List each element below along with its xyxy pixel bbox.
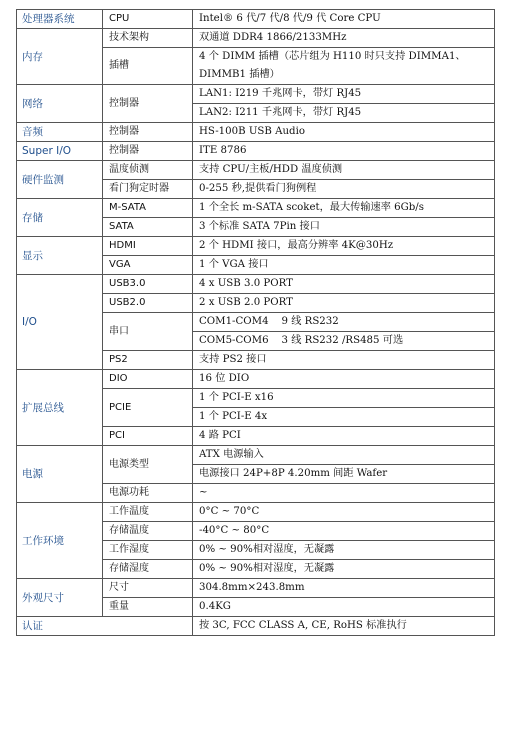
- value-cell: 支持 CPU/主板/HDD 温度侦测: [193, 161, 495, 180]
- table-row: [17, 29, 495, 48]
- value-cell: COM5-COM6 3 线 RS232 /RS485 可选: [193, 332, 495, 351]
- value-cell: 2 个 HDMI 接口，最高分辨率 4K@30Hz: [193, 237, 495, 256]
- value-cell: Intel® 6 代/7 代/8 代/9 代 Core CPU: [193, 10, 495, 29]
- item-cell: 存储湿度: [103, 560, 193, 579]
- category-cell: 认证: [17, 617, 193, 636]
- item-cell: DIO: [103, 370, 193, 389]
- value-cell: 1 个 PCI-E 4x: [193, 408, 495, 427]
- value-cell: ~: [193, 484, 495, 503]
- item-cell: 温度侦测: [103, 161, 193, 180]
- item-cell: PS2: [103, 351, 193, 370]
- value-cell: 电源接口 24P+8P 4.20mm 间距 Wafer: [193, 465, 495, 484]
- category-cell: 音频: [17, 123, 103, 142]
- value-cell: LAN2: I211 千兆网卡，带灯 RJ45: [193, 104, 495, 123]
- table-row: [17, 617, 495, 636]
- item-cell: PCI: [103, 427, 193, 446]
- item-cell: CPU: [103, 10, 193, 29]
- value-cell: 0% ~ 90%相对湿度，无凝露: [193, 560, 495, 579]
- category-cell: 工作环境: [17, 503, 103, 579]
- table-row: [17, 275, 495, 294]
- item-cell: VGA: [103, 256, 193, 275]
- item-cell: 控制器: [103, 142, 193, 161]
- value-cell: 0% ~ 90%相对湿度，无凝露: [193, 541, 495, 560]
- item-cell: 工作湿度: [103, 541, 193, 560]
- value-cell: -40°C ~ 80°C: [193, 522, 495, 541]
- table-row: [17, 161, 495, 180]
- value-cell: 1 个全长 m-SATA scoket，最大传输速率 6Gb/s: [193, 199, 495, 218]
- item-cell: 串口: [103, 313, 193, 351]
- value-cell: 1 个 VGA 接口: [193, 256, 495, 275]
- value-cell: 按 3C, FCC CLASS A, CE, RoHS 标准执行: [193, 617, 495, 636]
- table-row: [17, 370, 495, 389]
- value-cell: 4 x USB 3.0 PORT: [193, 275, 495, 294]
- table-row: [17, 123, 495, 142]
- item-cell: 存储温度: [103, 522, 193, 541]
- value-cell: 3 个标准 SATA 7Pin 接口: [193, 218, 495, 237]
- value-cell: 0.4KG: [193, 598, 495, 617]
- item-cell: PCIE: [103, 389, 193, 427]
- value-cell: ATX 电源输入: [193, 446, 495, 465]
- item-cell: 工作温度: [103, 503, 193, 522]
- item-cell: 技术架构: [103, 29, 193, 48]
- value-cell: 1 个 PCI-E x16: [193, 389, 495, 408]
- value-cell: 双通道 DDR4 1866/2133MHz: [193, 29, 495, 48]
- table-row: [17, 142, 495, 161]
- value-cell: ITE 8786: [193, 142, 495, 161]
- value-cell: COM1-COM4 9 线 RS232: [193, 313, 495, 332]
- category-cell: 外观尺寸: [17, 579, 103, 617]
- category-cell: 网络: [17, 85, 103, 123]
- item-cell: 尺寸: [103, 579, 193, 598]
- value-cell: 304.8mm×243.8mm: [193, 579, 495, 598]
- category-cell: 存储: [17, 199, 103, 237]
- item-cell: 电源类型: [103, 446, 193, 484]
- item-cell: SATA: [103, 218, 193, 237]
- category-cell: 硬件监测: [17, 161, 103, 199]
- table-row: [17, 85, 495, 104]
- category-cell: Super I/O: [17, 142, 103, 161]
- table-row: [17, 503, 495, 522]
- table-row: [17, 199, 495, 218]
- table-row: [17, 579, 495, 598]
- spec-table: [16, 9, 495, 636]
- table-row: [17, 237, 495, 256]
- table-row: [17, 10, 495, 29]
- item-cell: USB2.0: [103, 294, 193, 313]
- item-cell: M-SATA: [103, 199, 193, 218]
- category-cell: I/O: [17, 275, 103, 370]
- value-cell: 0°C ~ 70°C: [193, 503, 495, 522]
- item-cell: 插槽: [103, 48, 193, 85]
- item-cell: HDMI: [103, 237, 193, 256]
- item-cell: 控制器: [103, 85, 193, 123]
- category-cell: 扩展总线: [17, 370, 103, 446]
- item-cell: USB3.0: [103, 275, 193, 294]
- value-cell: HS-100B USB Audio: [193, 123, 495, 142]
- category-cell: 处理器系统: [17, 10, 103, 29]
- value-cell: LAN1: I219 千兆网卡，带灯 RJ45: [193, 85, 495, 104]
- category-cell: 内存: [17, 29, 103, 85]
- value-cell: 16 位 DIO: [193, 370, 495, 389]
- table-row: [17, 446, 495, 465]
- value-cell: 2 x USB 2.0 PORT: [193, 294, 495, 313]
- item-cell: 重量: [103, 598, 193, 617]
- category-cell: 电源: [17, 446, 103, 503]
- item-cell: 控制器: [103, 123, 193, 142]
- item-cell: 看门狗定时器: [103, 180, 193, 199]
- item-cell: 电源功耗: [103, 484, 193, 503]
- value-cell: 4 路 PCI: [193, 427, 495, 446]
- value-cell: 0-255 秒,提供看门狗例程: [193, 180, 495, 199]
- category-cell: 显示: [17, 237, 103, 275]
- value-cell: 4 个 DIMM 插槽（芯片组为 H110 时只支持 DIMMA1、DIMMB1 插槽）: [193, 48, 495, 85]
- value-cell: 支持 PS2 接口: [193, 351, 495, 370]
